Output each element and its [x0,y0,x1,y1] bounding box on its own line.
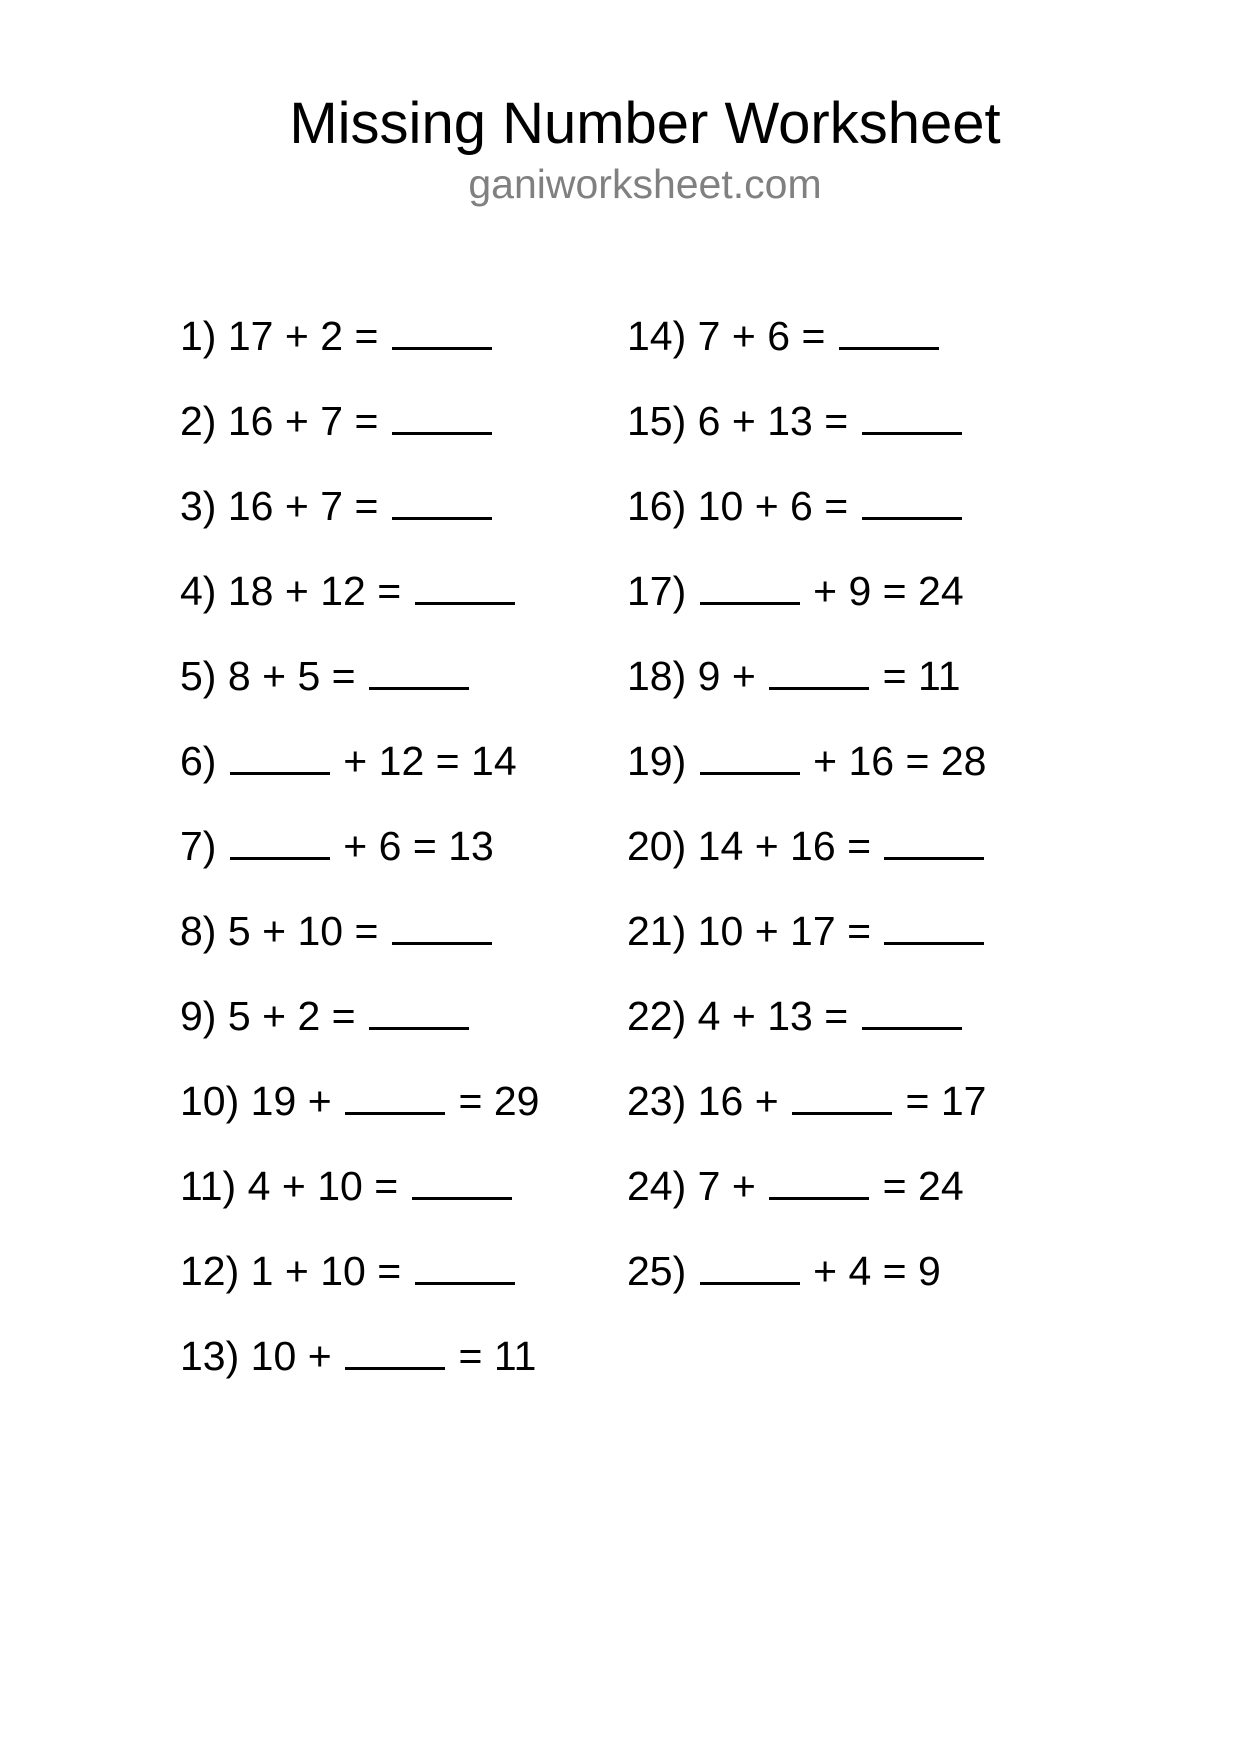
operator: + [262,908,287,954]
operator: + [813,738,838,784]
operand-a: 7 [697,313,721,359]
result: 14 [471,738,517,784]
answer-blank[interactable] [369,683,469,690]
equals-sign: = [847,908,872,954]
answer-blank[interactable] [862,513,962,520]
equals-sign: = [801,313,826,359]
operand-b: 16 [790,823,836,869]
equals-sign: = [374,1163,399,1209]
problem-item [180,822,494,870]
answer-blank[interactable] [412,1193,512,1200]
operator: + [284,313,309,359]
operator: + [731,398,756,444]
problem-number: 18) [627,653,687,699]
operator: + [284,1248,309,1294]
answer-blank[interactable] [862,1023,962,1030]
answer-blank[interactable] [862,428,962,435]
equals-sign: = [412,823,437,869]
equals-sign: = [377,568,402,614]
equals-sign: = [331,653,356,699]
problem-item [627,822,986,870]
problem-number: 25) [627,1248,687,1294]
problem-number: 12) [180,1248,240,1294]
operand-a: 14 [697,823,744,869]
problem-item [627,1247,941,1295]
equals-sign: = [458,1333,483,1379]
operand-a: 19 [250,1078,297,1124]
operand-a: 4 [247,1163,271,1209]
answer-blank[interactable] [369,1023,469,1030]
answer-blank[interactable] [392,343,492,350]
problem-number: 13) [180,1333,240,1379]
problem-number: 20) [627,823,687,869]
problem-item [180,567,517,615]
operand-b: 4 [848,1248,872,1294]
operator: + [813,568,838,614]
problem-number: 6) [180,738,217,784]
problem-number: 4) [180,568,217,614]
problem-item [180,1077,539,1125]
operand-b: 6 [378,823,402,869]
equals-sign: = [354,908,379,954]
equals-sign: = [905,738,930,784]
result: 28 [940,738,987,784]
operator: + [343,823,368,869]
operator: + [754,1078,779,1124]
problem-item [180,312,494,360]
operand-b: 7 [320,398,344,444]
operator: + [731,653,756,699]
answer-blank[interactable] [700,598,800,605]
equals-sign: = [354,313,379,359]
operand-b: 6 [790,483,813,529]
operator: + [754,483,779,529]
problem-item [180,1247,517,1295]
problem-item [627,907,986,955]
answer-blank[interactable] [345,1108,445,1115]
problem-number: 1) [180,313,217,359]
problem-number: 2) [180,398,217,444]
equals-sign: = [435,738,460,784]
problem-item [180,1162,514,1210]
problem-number: 21) [627,908,687,954]
problem-number: 19) [627,738,687,784]
equals-sign: = [824,398,849,444]
answer-blank[interactable] [230,853,330,860]
operand-a: 9 [697,653,721,699]
operand-a: 17 [227,313,274,359]
answer-blank[interactable] [700,768,800,775]
problem-item [627,652,961,700]
operator: + [307,1333,332,1379]
problem-item [180,992,471,1040]
problem-item [180,737,517,785]
problem-number: 22) [627,993,687,1039]
result: 9 [918,1248,941,1294]
answer-blank[interactable] [769,1193,869,1200]
operator: + [731,1163,756,1209]
answer-blank[interactable] [392,938,492,945]
operand-a: 8 [227,653,251,699]
answer-blank[interactable] [415,598,515,605]
problem-item [627,992,964,1040]
operand-b: 12 [378,738,425,784]
operator: + [731,993,756,1039]
equals-sign: = [905,1078,930,1124]
operator: + [754,908,779,954]
problem-number: 15) [627,398,687,444]
result: 17 [940,1078,987,1124]
operand-b: 5 [297,653,321,699]
equals-sign: = [882,568,907,614]
operand-a: 16 [697,1078,744,1124]
equals-sign: = [354,398,379,444]
operand-b: 7 [320,483,344,529]
equals-sign: = [882,653,907,699]
equals-sign: = [824,483,849,529]
result: 24 [918,1163,964,1209]
operand-a: 10 [250,1333,297,1379]
operand-b: 12 [320,568,366,614]
problem-number: 11) [180,1163,237,1209]
problem-number: 24) [627,1163,687,1209]
answer-blank[interactable] [392,428,492,435]
problem-number: 3) [180,483,217,529]
operand-b: 10 [320,1248,366,1294]
operator: + [281,1163,306,1209]
operand-b: 17 [790,908,836,954]
operand-b: 16 [848,738,895,784]
result: 13 [448,823,494,869]
problem-item [180,652,471,700]
equals-sign: = [458,1078,483,1124]
problem-number: 16) [627,483,687,529]
problem-number: 9) [180,993,217,1039]
equals-sign: = [882,1163,907,1209]
answer-blank[interactable] [345,1363,445,1370]
operand-a: 5 [227,993,251,1039]
operand-a: 4 [697,993,721,1039]
answer-blank[interactable] [884,853,984,860]
problem-item [627,1162,964,1210]
answer-blank[interactable] [415,1278,515,1285]
equals-sign: = [847,823,872,869]
problem-number: 10) [180,1078,240,1124]
equals-sign: = [354,483,379,529]
answer-blank[interactable] [769,683,869,690]
problem-number: 7) [180,823,217,869]
problem-item [627,567,964,615]
operand-b: 10 [317,1163,363,1209]
operator: + [262,653,287,699]
operator: + [343,738,368,784]
operand-a: 16 [227,483,274,529]
problem-number: 14) [627,313,687,359]
problem-item [627,482,964,530]
operand-a: 5 [227,908,251,954]
problem-item [627,1077,986,1125]
answer-blank[interactable] [839,343,939,350]
operand-b: 2 [320,313,344,359]
answer-blank[interactable] [884,938,984,945]
operand-a: 1 [250,1248,274,1294]
operand-a: 16 [227,398,274,444]
operand-b: 6 [767,313,791,359]
problem-item [627,397,964,445]
operator: + [284,483,309,529]
problem-number: 5) [180,653,217,699]
result: 11 [493,1333,537,1379]
operator: + [754,823,779,869]
answer-blank[interactable] [792,1108,892,1115]
operand-a: 7 [697,1163,721,1209]
operator: + [262,993,287,1039]
operator: + [284,568,309,614]
problem-item [180,397,494,445]
operand-b: 2 [297,993,321,1039]
result: 11 [918,653,961,699]
result: 24 [918,568,964,614]
operator: + [813,1248,838,1294]
operand-a: 6 [697,398,721,444]
answer-blank[interactable] [392,513,492,520]
operator: + [284,398,309,444]
operator: + [731,313,756,359]
problem-item [180,907,494,955]
problem-number: 17) [627,568,687,614]
problem-number: 8) [180,908,217,954]
problem-item [180,482,494,530]
problem-item [627,312,941,360]
answer-blank[interactable] [230,768,330,775]
equals-sign: = [824,993,849,1039]
result: 29 [493,1078,540,1124]
operator: + [307,1078,332,1124]
problem-item [180,1332,536,1380]
answer-blank[interactable] [700,1278,800,1285]
operand-b: 9 [848,568,872,614]
operand-a: 18 [227,568,274,614]
operand-b: 10 [297,908,344,954]
operand-b: 13 [767,993,813,1039]
problem-number: 23) [627,1078,687,1124]
equals-sign: = [377,1248,402,1294]
equals-sign: = [331,993,356,1039]
operand-a: 10 [697,908,744,954]
problem-item [627,737,986,785]
operand-b: 13 [767,398,813,444]
site-credit: ganiworksheet.com [468,161,822,207]
operand-a: 10 [697,483,744,529]
equals-sign: = [882,1248,907,1294]
page-title: Missing Number Worksheet [289,91,1001,156]
